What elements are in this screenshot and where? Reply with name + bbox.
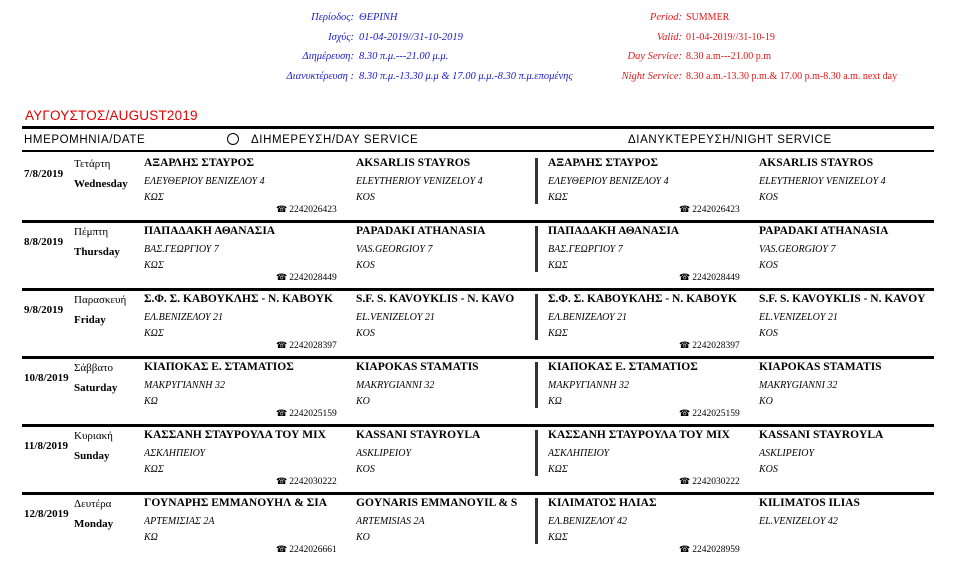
day-pharmacy-name-gr: Σ.Φ. Σ. ΚΑΒΟΥΚΛΗΣ - Ν. ΚΑΒΟΥΚ — [144, 293, 333, 305]
label-valid-en: Valid: — [656, 31, 682, 43]
night-pharmacy-name-en: PAPADAKI ATHANASIA — [759, 225, 889, 237]
label-night-service-en: Night Service: — [621, 70, 682, 82]
value-period-en: SUMMER — [686, 12, 730, 23]
night-pharmacy-phone[interactable] — [679, 204, 740, 215]
table-row — [22, 492, 934, 560]
night-pharmacy-name-gr: ΚΙΛΙΜΑΤΟΣ ΗΛΙΑΣ — [548, 497, 657, 509]
month-title: ΑΥΓΟΥΣΤΟΣ/AUGUST2019 — [25, 108, 198, 123]
day-pharmacy-name-en: AKSARLIS STAYROS — [356, 157, 471, 169]
day-pharmacy-city-en: KOS — [356, 192, 375, 203]
day-pharmacy-address-gr: ΒΑΣ.ΓΕΩΡΓΙΟΥ 7 — [144, 244, 219, 255]
night-pharmacy-city-gr: ΚΩΣ — [548, 192, 568, 203]
row-weekday-en: Saturday — [74, 382, 118, 394]
night-pharmacy-address-en: ELEYTHERIOY VENIZELOY 4 — [759, 176, 886, 187]
row-weekday-en: Thursday — [74, 246, 120, 258]
day-pharmacy-name-en: KASSANI STAYROYLA — [356, 429, 481, 441]
row-divider — [22, 288, 934, 291]
row-weekday-en: Friday — [74, 314, 106, 326]
service-divider — [535, 362, 538, 408]
day-pharmacy-name-en: S.F. S. KAVOYKLIS - N. KAVO — [356, 293, 515, 305]
day-pharmacy-name-en: PAPADAKI ATHANASIA — [356, 225, 486, 237]
day-pharmacy-phone[interactable] — [276, 476, 337, 487]
service-divider — [535, 498, 538, 544]
night-pharmacy-name-gr: ΚΑΣΣΑΝΗ ΣΤΑΥΡΟΥΛΑ ΤΟΥ ΜΙΧ — [548, 429, 730, 441]
label-period-en: Period: — [649, 12, 682, 23]
column-header-day-service: ΔΙΗΜΕΡΕΥΣΗ/DAY SERVICE — [251, 134, 419, 146]
night-pharmacy-city-gr: ΚΩΣ — [548, 328, 568, 339]
telephone-icon: ☎ — [679, 408, 691, 418]
night-pharmacy-address-en: VAS.GEORGIOY 7 — [759, 244, 836, 255]
row-date: 7/8/2019 — [24, 168, 64, 180]
night-pharmacy-name-en: KASSANI STAYROYLA — [759, 429, 884, 441]
night-pharmacy-name-en: S.F. S. KAVOYKLIS - N. KAVOY — [759, 293, 926, 305]
day-pharmacy-address-en: ELEYTHERIOY VENIZELOY 4 — [356, 176, 483, 187]
telephone-icon: ☎ — [679, 272, 691, 282]
phone-number: 2242030222 — [692, 477, 740, 487]
night-pharmacy-city-en: KOS — [759, 328, 778, 339]
night-pharmacy-address-gr: ΑΣΚΛΗΠΕΙΟΥ — [548, 448, 610, 459]
night-pharmacy-city-gr: ΚΩ — [548, 396, 562, 407]
phone-number: 2242025159 — [692, 409, 740, 419]
night-pharmacy-phone[interactable] — [679, 272, 740, 283]
telephone-icon: ☎ — [679, 340, 691, 350]
row-divider — [22, 424, 934, 427]
night-pharmacy-city-en: KO — [759, 396, 773, 407]
value-day-service-gr: 8.30 π.μ.---21.00 μ.μ. — [359, 51, 449, 62]
night-pharmacy-city-gr: ΚΩΣ — [548, 260, 568, 271]
day-pharmacy-address-en: MAKRYGIANNI 32 — [356, 380, 435, 391]
day-pharmacy-name-gr: ΚΙΑΠΟΚΑΣ Ε. ΣΤΑΜΑΤΙΟΣ — [144, 361, 294, 373]
night-pharmacy-address-en: ASKLIPEIOY — [759, 448, 814, 459]
value-period-gr: ΘΕΡΙΝΗ — [359, 12, 398, 23]
day-pharmacy-city-gr: ΚΩΣ — [144, 260, 164, 271]
night-pharmacy-name-en: KIAPOKAS STAMATIS — [759, 361, 882, 373]
day-pharmacy-name-gr: ΠΑΠΑΔΑΚΗ ΑΘΑΝΑΣΙΑ — [144, 225, 276, 237]
telephone-icon: ☎ — [276, 476, 288, 486]
circle-icon — [227, 133, 239, 145]
day-pharmacy-address-gr: ΕΛΕΥΘΕΡΙΟΥ ΒΕΝΙΖΕΛΟΥ 4 — [144, 176, 265, 187]
day-pharmacy-name-en: KIAPOKAS STAMATIS — [356, 361, 479, 373]
day-pharmacy-city-gr: ΚΩ — [144, 396, 158, 407]
label-valid-gr: Ισχύς: — [328, 31, 354, 43]
night-pharmacy-address-gr: ΕΛ.ΒΕΝΙΖΕΛΟΥ 42 — [548, 516, 628, 527]
phone-number: 2242028959 — [692, 545, 740, 555]
phone-number: 2242030222 — [289, 477, 337, 487]
phone-number: 2242028449 — [692, 273, 740, 283]
value-day-service-en: 8.30 a.m---21.00 p.m — [686, 51, 771, 62]
night-pharmacy-city-gr: ΚΩΣ — [548, 464, 568, 475]
night-pharmacy-address-gr: ΕΛ.ΒΕΝΙΖΕΛΟΥ 21 — [548, 312, 628, 323]
day-pharmacy-city-gr: ΚΩ — [144, 532, 158, 543]
value-valid-en: 01-04-2019//31-10-19 — [686, 31, 775, 43]
night-pharmacy-name-gr: ΚΙΑΠΟΚΑΣ Ε. ΣΤΑΜΑΤΙΟΣ — [548, 361, 698, 373]
telephone-icon: ☎ — [276, 544, 288, 554]
night-pharmacy-phone[interactable] — [679, 340, 740, 351]
column-header-date: ΗΜΕΡΟΜΗΝΙΑ/DATE — [24, 134, 146, 146]
day-pharmacy-city-en: KOS — [356, 464, 375, 475]
telephone-icon: ☎ — [679, 204, 691, 214]
header-english-labels — [590, 8, 682, 86]
night-pharmacy-phone[interactable] — [679, 544, 740, 555]
row-weekday-gr: Πέμπτη — [74, 226, 109, 238]
day-pharmacy-name-gr: ΓΟΥΝΑΡΗΣ ΕΜΜΑΝΟΥΗΛ & ΣΙΑ — [144, 497, 328, 509]
row-weekday-gr: Παρασκευή — [74, 294, 127, 306]
night-pharmacy-city-en: KOS — [759, 260, 778, 271]
row-date: 8/8/2019 — [24, 236, 64, 248]
day-pharmacy-address-gr: ΑΡΤΕΜΙΣΙΑΣ 2Α — [144, 516, 215, 527]
day-pharmacy-address-en: EL.VENIZELOY 21 — [356, 312, 435, 323]
night-pharmacy-name-en: KILIMATOS ILIAS — [759, 497, 860, 509]
day-pharmacy-city-gr: ΚΩΣ — [144, 328, 164, 339]
day-pharmacy-city-en: KOS — [356, 328, 375, 339]
phone-number: 2242025159 — [289, 409, 337, 419]
row-weekday-en: Wednesday — [74, 178, 128, 190]
day-pharmacy-city-en: KO — [356, 532, 370, 543]
night-pharmacy-phone[interactable] — [679, 476, 740, 487]
day-pharmacy-city-gr: ΚΩΣ — [144, 192, 164, 203]
night-pharmacy-address-gr: ΕΛΕΥΘΕΡΙΟΥ ΒΕΝΙΖΕΛΟΥ 4 — [548, 176, 669, 187]
row-divider — [22, 220, 934, 223]
table-row — [22, 288, 934, 356]
value-night-service-gr: 8.30 π.μ.-13.30 μ.μ & 17.00 μ.μ.-8.30 π.μ.επομένης — [359, 70, 573, 82]
phone-number: 2242026661 — [289, 545, 337, 555]
service-divider — [535, 430, 538, 476]
table-row — [22, 424, 934, 492]
day-pharmacy-address-gr: ΕΛ.ΒΕΝΙΖΕΛΟΥ 21 — [144, 312, 224, 323]
night-pharmacy-city-gr: ΚΩΣ — [548, 532, 568, 543]
phone-number: 2242028397 — [692, 341, 740, 351]
table-row — [22, 152, 934, 220]
header-greek-values — [359, 8, 619, 86]
day-pharmacy-phone[interactable] — [276, 340, 337, 351]
row-weekday-gr: Τετάρτη — [74, 158, 111, 170]
table-row — [22, 356, 934, 424]
row-weekday-gr: Κυριακή — [74, 430, 113, 442]
header-greek-labels — [230, 8, 354, 86]
night-pharmacy-city-en: KOS — [759, 464, 778, 475]
day-pharmacy-name-gr: ΑΞΑΡΛΗΣ ΣΤΑΥΡΟΣ — [144, 157, 255, 169]
day-pharmacy-phone[interactable] — [276, 544, 337, 555]
service-divider — [535, 226, 538, 272]
row-divider — [22, 356, 934, 359]
service-divider — [535, 158, 538, 204]
telephone-icon: ☎ — [679, 476, 691, 486]
label-period-gr: Περίοδος: — [311, 12, 354, 23]
night-pharmacy-name-gr: ΠΑΠΑΔΑΚΗ ΑΘΑΝΑΣΙΑ — [548, 225, 680, 237]
night-pharmacy-address-en: EL.VENIZELOY 42 — [759, 516, 838, 527]
day-pharmacy-city-gr: ΚΩΣ — [144, 464, 164, 475]
day-pharmacy-phone[interactable] — [276, 204, 337, 215]
row-date: 9/8/2019 — [24, 304, 64, 316]
day-pharmacy-address-en: VAS.GEORGIOY 7 — [356, 244, 433, 255]
label-day-service-gr: Διημέρευση: — [302, 51, 354, 62]
phone-number: 2242026423 — [289, 205, 337, 215]
row-date: 10/8/2019 — [24, 372, 69, 384]
value-night-service-en: 8.30 a.m.-13.30 p.m.& 17.00 p.m-8.30 a.m. next day — [686, 70, 898, 82]
day-pharmacy-address-en: ASKLIPEIOY — [356, 448, 411, 459]
day-pharmacy-name-en: GOYNARIS EMMANOYIL & S — [356, 497, 518, 509]
day-pharmacy-phone[interactable] — [276, 272, 337, 283]
day-pharmacy-address-gr: ΑΣΚΛΗΠΕΙΟΥ — [144, 448, 206, 459]
phone-number: 2242026423 — [692, 205, 740, 215]
row-weekday-gr: Σάββατο — [74, 362, 114, 374]
day-pharmacy-address-en: ARTEMISIAS 2A — [356, 516, 425, 527]
day-pharmacy-city-en: KOS — [356, 260, 375, 271]
phone-number: 2242028449 — [289, 273, 337, 283]
telephone-icon: ☎ — [276, 340, 288, 350]
column-header-bar — [22, 126, 934, 152]
night-pharmacy-city-en: KOS — [759, 192, 778, 203]
day-pharmacy-address-gr: ΜΑΚΡΥΓΙΑΝΝΗ 32 — [144, 380, 225, 391]
night-pharmacy-name-en: AKSARLIS STAYROS — [759, 157, 874, 169]
row-weekday-en: Monday — [74, 518, 114, 530]
night-pharmacy-address-en: EL.VENIZELOY 21 — [759, 312, 838, 323]
row-date: 12/8/2019 — [24, 508, 69, 520]
row-divider — [22, 492, 934, 495]
telephone-icon: ☎ — [276, 204, 288, 214]
service-divider — [535, 294, 538, 340]
phone-number: 2242028397 — [289, 341, 337, 351]
night-pharmacy-phone[interactable] — [679, 408, 740, 419]
telephone-icon: ☎ — [276, 408, 288, 418]
telephone-icon: ☎ — [276, 272, 288, 282]
table-row — [22, 220, 934, 288]
telephone-icon: ☎ — [679, 544, 691, 554]
night-pharmacy-name-gr: Σ.Φ. Σ. ΚΑΒΟΥΚΛΗΣ - Ν. ΚΑΒΟΥΚ — [548, 293, 737, 305]
day-pharmacy-city-en: KO — [356, 396, 370, 407]
day-pharmacy-phone[interactable] — [276, 408, 337, 419]
night-pharmacy-address-gr: ΒΑΣ.ΓΕΩΡΓΙΟΥ 7 — [548, 244, 623, 255]
night-pharmacy-address-en: MAKRYGIANNI 32 — [759, 380, 838, 391]
row-weekday-gr: Δευτέρα — [74, 498, 112, 510]
header-english-values — [686, 8, 956, 86]
row-weekday-en: Sunday — [74, 450, 110, 462]
night-pharmacy-address-gr: ΜΑΚΡΥΓΙΑΝΝΗ 32 — [548, 380, 629, 391]
night-pharmacy-name-gr: ΑΞΑΡΛΗΣ ΣΤΑΥΡΟΣ — [548, 157, 659, 169]
day-pharmacy-name-gr: ΚΑΣΣΑΝΗ ΣΤΑΥΡΟΥΛΑ ΤΟΥ ΜΙΧ — [144, 429, 326, 441]
label-day-service-en: Day Service: — [627, 51, 682, 62]
label-night-service-gr: Διανυκτέρευση : — [286, 70, 354, 82]
row-date: 11/8/2019 — [24, 440, 69, 452]
value-valid-gr: 01-04-2019//31-10-2019 — [359, 31, 463, 43]
column-header-night-service: ΔΙΑΝΥΚΤΕΡΕΥΣΗ/NIGHT SERVICE — [628, 134, 832, 146]
